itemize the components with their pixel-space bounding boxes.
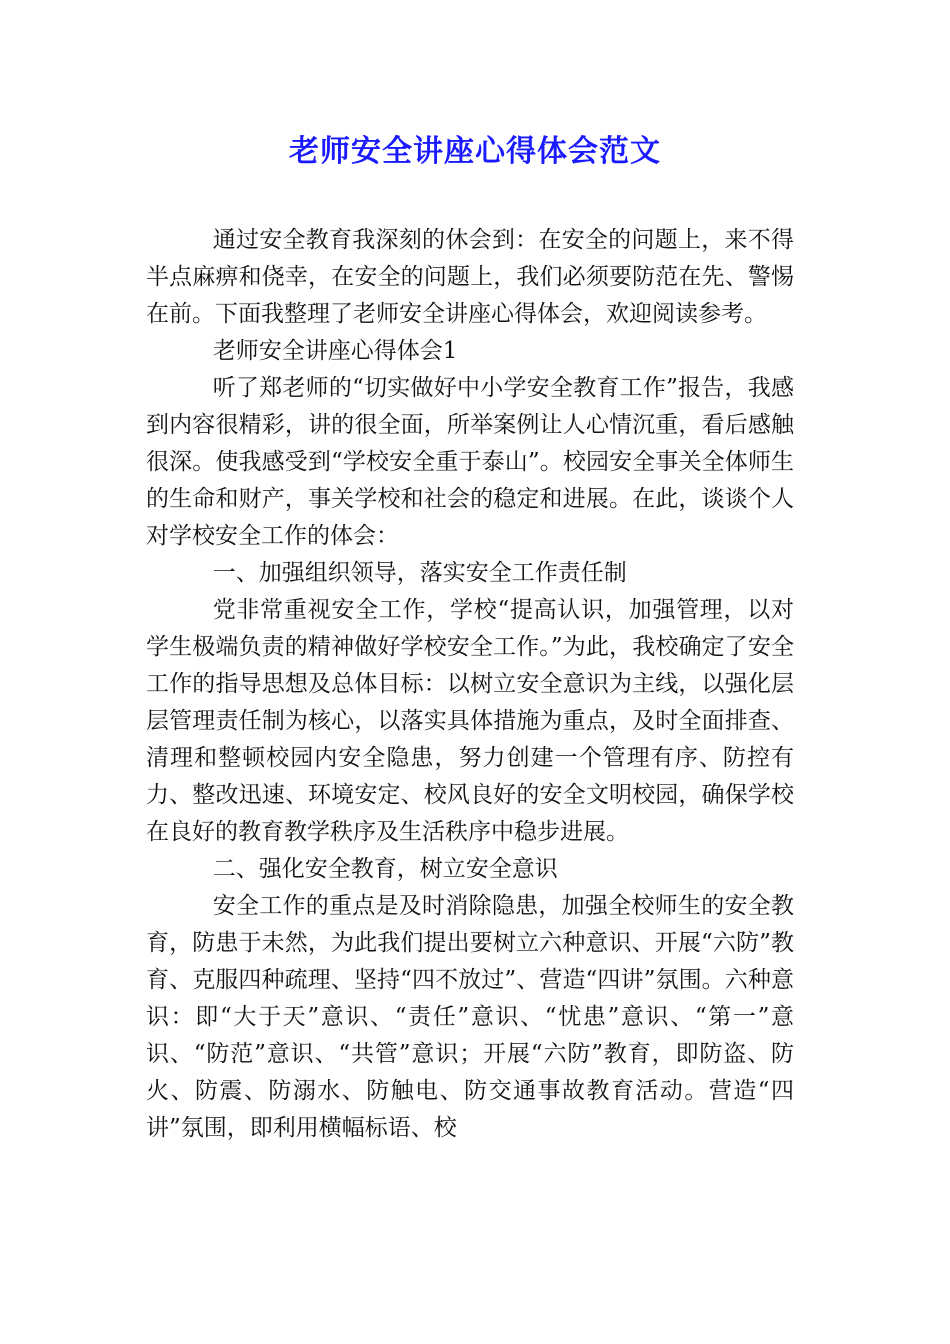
- body-paragraph: 听了郑老师的“切实做好中小学安全教育工作”报告，我感到内容很精彩，讲的很全面，所举案例让人心情沉重，看后感触很深。使我感受到“学校安全重于泰山”。校园安全事关全体师生的生命和财产，事关学校和社会的稳定和进展。在此，谈谈个人对学校安全工作的体会：: [146, 375, 794, 549]
- document-title: 老师安全讲座心得体会范文: [289, 134, 661, 169]
- body-paragraph: 党非常重视安全工作，学校“提高认识，加强管理，以对学生极端负责的精神做好学校安全工作。”为此，我校确定了安全工作的指导思想及总体目标：以树立安全意识为主线，以强化层层管理责任制为核心，以落实具体措施为重点，及时全面排查、清理和整顿校园内安全隐患，努力创建一个管理有序、防控有力、整改迅速、环境安定、校风良好的安全文明校园，确保学校在良好的教育教学秩序及生活秩序中稳步进展。: [146, 597, 794, 845]
- section-heading-1: 老师安全讲座心得体会1: [212, 338, 458, 364]
- subsection-heading-2: 二、强化安全教育，树立安全意识: [212, 856, 558, 882]
- document-body: [146, 222, 794, 1147]
- subsection-heading-1: 一、加强组织领导，落实安全工作责任制: [212, 560, 627, 586]
- intro-paragraph: 通过安全教育我深刻的休会到：在安全的问题上，来不得半点麻痹和侥幸，在安全的问题上，我们必须要防范在先、警惕在前。下面我整理了老师安全讲座心得体会，欢迎阅读参考。: [146, 227, 794, 327]
- body-paragraph: 安全工作的重点是及时消除隐患，加强全校师生的安全教育，防患于未然，为此我们提出要树立六种意识、开展“六防”教育、克服四种疏理、坚持“四不放过”、营造“四讲”氛围。六种意识：即“大于天”意识、“责任”意识、“忧患”意识、“第一”意识、“防范”意识、“共管”意识；开展“六防”教育，即防盗、防火、防震、防溺水、防触电、防交通事故教育活动。营造“四讲”氛围，即利用横幅标语、校: [146, 893, 794, 1141]
